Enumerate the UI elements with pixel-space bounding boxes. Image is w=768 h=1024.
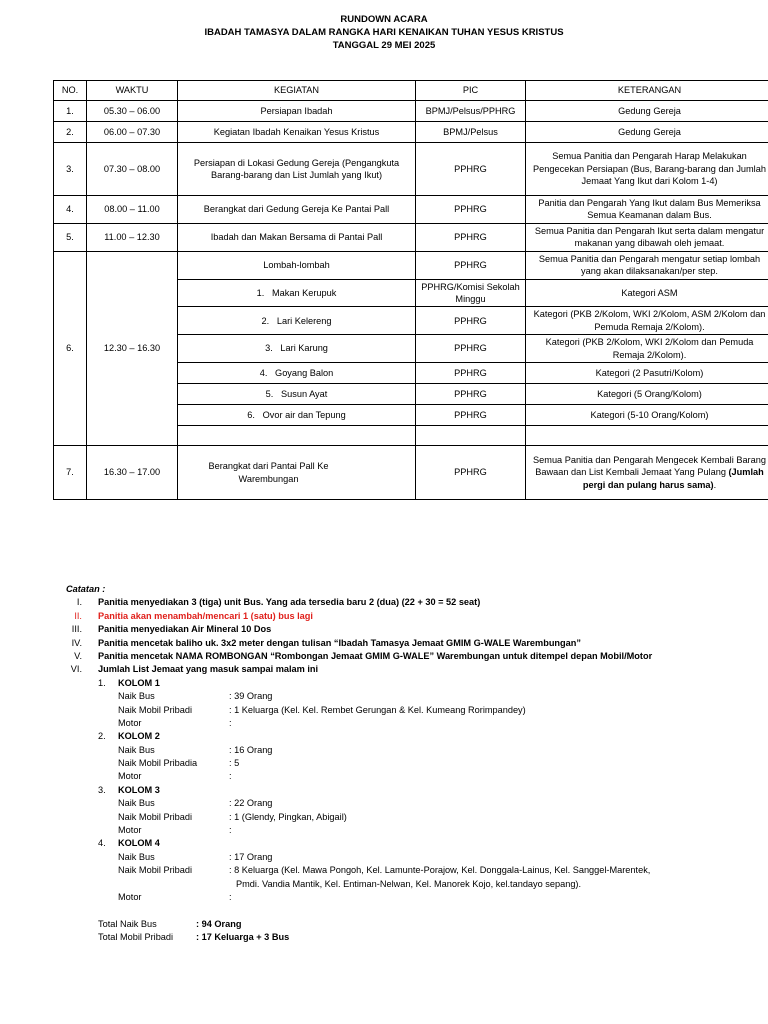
cell-keterangan: Panitia dan Pengarah Yang Ikut dalam Bus Memeriksa Semua Keamanan dalam Bus. bbox=[526, 196, 768, 224]
cell-waktu: 06.00 – 07.30 bbox=[87, 122, 178, 143]
ket-bold-text: (Jumlah pergi dan pulang harus sama) bbox=[582, 467, 764, 490]
notes-section bbox=[66, 583, 756, 945]
lomba-title: Lombah-lombah bbox=[178, 251, 416, 279]
cell-no: 3. bbox=[54, 143, 87, 196]
table-row bbox=[54, 122, 768, 143]
header-no: NO. bbox=[54, 81, 87, 101]
cell-waktu: 11.00 – 12.30 bbox=[87, 223, 178, 251]
title-line-1: RUNDOWN ACARA bbox=[340, 14, 428, 25]
cell-keterangan bbox=[526, 446, 768, 500]
cell-waktu: 16.30 – 17.00 bbox=[87, 446, 178, 500]
table-row bbox=[54, 101, 768, 122]
header-kegiatan: KEGIATAN bbox=[178, 81, 416, 101]
kolom-motor: Motor : bbox=[118, 825, 232, 836]
cell-pic: PPHRG bbox=[416, 307, 526, 335]
cell-kegiatan: Berangkat dari Pantai Pall Ke Warembungan bbox=[178, 446, 416, 500]
lomba-item: 4. Goyang Balon bbox=[178, 363, 416, 384]
cell-kegiatan: Persiapan Ibadah bbox=[178, 101, 416, 122]
cell-pic: PPHRG bbox=[416, 251, 526, 279]
lomba-item: 5. Susun Ayat bbox=[178, 384, 416, 405]
kolom-mobil: Naik Mobil Pribadia : 5 bbox=[118, 758, 240, 769]
note-item: I. Panitia menyediakan 3 (tiga) unit Bus. Yang ada tersedia baru 2 (dua) (22 + 30 = 52 seat) bbox=[76, 597, 481, 608]
cell-no: 6. bbox=[54, 251, 87, 445]
kolom-mobil: Naik Mobil Pribadi : 1 Keluarga (Kel. Kel. Rembet Gerungan & Kel. Kumeang Rorimpandey) bbox=[118, 704, 526, 715]
table-row bbox=[54, 196, 768, 224]
cell-pic: BPMJ/Pelsus/PPHRG bbox=[416, 101, 526, 122]
table-header-row bbox=[54, 81, 768, 101]
header-waktu: WAKTU bbox=[87, 81, 178, 101]
kolom-motor: Motor : bbox=[118, 891, 232, 902]
cell-kegiatan: Ibadah dan Makan Bersama di Pantai Pall bbox=[178, 223, 416, 251]
kolom-mobil: Naik Mobil Pribadi : 1 (Glendy, Pingkan, Abigail) bbox=[118, 811, 347, 822]
table-row bbox=[54, 143, 768, 196]
kolom-title: 4. KOLOM 4 bbox=[98, 838, 160, 849]
table-row bbox=[54, 223, 768, 251]
cell-pic: PPHRG bbox=[416, 405, 526, 426]
cell-keterangan: Kategori (5 Orang/Kolom) bbox=[526, 384, 768, 405]
cell-kegiatan: Persiapan di Lokasi Gedung Gereja (Pengangkuta Barang-barang dan List Jumlah yang Ikut) bbox=[178, 143, 416, 196]
cell-pic: PPHRG bbox=[416, 363, 526, 384]
empty-cell bbox=[178, 426, 416, 446]
cell-keterangan: Kategori ASM bbox=[526, 279, 768, 307]
empty-cell bbox=[416, 426, 526, 446]
kolom-title: 1. KOLOM 1 bbox=[98, 677, 160, 688]
note-item: III. Panitia menyediakan Air Mineral 10 Dos bbox=[71, 624, 272, 635]
kolom-mobil: Naik Mobil Pribadi : 8 Keluarga (Kel. Mawa Pongoh, Kel. Lamunte-Porajow, Kel. Donggala-Lainus, Kel. Sanggel-Marentek, bbox=[118, 865, 651, 876]
cell-pic: BPMJ/Pelsus bbox=[416, 122, 526, 143]
ket-end: . bbox=[713, 479, 717, 490]
cell-keterangan: Semua Panitia dan Pengarah Ikut serta dalam mengatur makanan yang dibawah oleh jemaat. bbox=[526, 223, 768, 251]
cell-pic: PPHRG bbox=[416, 335, 526, 363]
cell-kegiatan: Berangkat dari Gedung Gereja Ke Pantai Pall bbox=[178, 196, 416, 224]
kolom-mobil-cont: Pmdi. Vandia Mantik, Kel. Entiman-Nelwan, Kel. Manorek Kojo, kel.tandayo sepang). bbox=[236, 878, 582, 889]
notes-title: Catatan : bbox=[66, 584, 106, 594]
lomba-item: 1. Makan Kerupuk bbox=[178, 279, 416, 307]
header-keterangan: KETERANGAN bbox=[526, 81, 768, 101]
cell-pic: PPHRG/Komisi Sekolah Minggu bbox=[416, 279, 526, 307]
note-item: VI. Jumlah List Jemaat yang masuk sampai malam ini bbox=[70, 664, 319, 675]
cell-keterangan: Kategori (PKB 2/Kolom, WKI 2/Kolom, ASM 2/Kolom dan Pemuda Remaja 2/Kolom). bbox=[526, 307, 768, 335]
cell-no: 7. bbox=[54, 446, 87, 500]
empty-cell bbox=[526, 426, 768, 446]
cell-no: 1. bbox=[54, 101, 87, 122]
kolom-motor: Motor : bbox=[118, 771, 232, 782]
cell-keterangan: Gedung Gereja bbox=[526, 101, 768, 122]
kolom-motor: Motor : bbox=[118, 717, 232, 728]
cell-waktu: 07.30 – 08.00 bbox=[87, 143, 178, 196]
kolom-bus: Naik Bus : 17 Orang bbox=[118, 851, 273, 862]
cell-no: 4. bbox=[54, 196, 87, 224]
cell-keterangan: Semua Panitia dan Pengarah mengatur setiap lombah yang akan dilaksanakan/per step. bbox=[526, 251, 768, 279]
cell-pic: PPHRG bbox=[416, 384, 526, 405]
cell-waktu: 05.30 – 06.00 bbox=[87, 101, 178, 122]
table-row bbox=[54, 251, 768, 279]
kolom-bus: Naik Bus : 16 Orang bbox=[118, 744, 273, 755]
kolom-title: 2. KOLOM 2 bbox=[98, 731, 160, 742]
total-mobil: Total Mobil Pribadi : 17 Keluarga + 3 Bus bbox=[98, 932, 290, 943]
note-item: IV. Panitia mencetak baliho uk. 3x2 meter dengan tulisan “Ibadah Tamasya Jemaat GMIM G-WALE Warembungan” bbox=[71, 637, 581, 648]
cell-kegiatan: Kegiatan Ibadah Kenaikan Yesus Kristus bbox=[178, 122, 416, 143]
cell-pic: PPHRG bbox=[416, 143, 526, 196]
cell-keterangan: Gedung Gereja bbox=[526, 122, 768, 143]
kolom-bus: Naik Bus : 22 Orang bbox=[118, 798, 273, 809]
header-pic: PIC bbox=[416, 81, 526, 101]
title-line-2: IBADAH TAMASYA DALAM RANGKA HARI KENAIKAN TUHAN YESUS KRISTUS bbox=[204, 27, 564, 38]
cell-no: 2. bbox=[54, 122, 87, 143]
ket-text: Semua Panitia dan Pengarah Mengecek Kembali Barang Bawaan dan List Kembali Jemaat Yang Pulang bbox=[533, 454, 766, 478]
cell-keterangan: Kategori (PKB 2/Kolom, WKI 2/Kolom dan Pemuda Remaja 2/Kolom). bbox=[526, 335, 768, 363]
cell-pic: PPHRG bbox=[416, 446, 526, 500]
cell-keterangan: Kategori (2 Pasutri/Kolom) bbox=[526, 363, 768, 384]
kolom-bus: Naik Bus : 39 Orang bbox=[118, 691, 273, 702]
cell-pic: PPHRG bbox=[416, 223, 526, 251]
kolom-title: 3. KOLOM 3 bbox=[98, 784, 160, 795]
lomba-item: 3. Lari Karung bbox=[178, 335, 416, 363]
cell-keterangan: Semua Panitia dan Pengarah Harap Melakukan Pengecekan Persiapan (Bus, Barang-barang dan Jumlah Jemaat Yang Ikut dari Kolom 1-4) bbox=[526, 143, 768, 196]
cell-waktu: 08.00 – 11.00 bbox=[87, 196, 178, 224]
lomba-item: 6. Ovor air dan Tepung bbox=[178, 405, 416, 426]
rundown-table bbox=[53, 80, 768, 500]
cell-pic: PPHRG bbox=[416, 196, 526, 224]
table-row bbox=[54, 446, 768, 500]
lomba-item: 2. Lari Kelereng bbox=[178, 307, 416, 335]
total-bus: Total Naik Bus : 94 Orang bbox=[98, 918, 242, 929]
cell-waktu: 12.30 – 16.30 bbox=[87, 251, 178, 445]
cell-keterangan: Kategori (5-10 Orang/Kolom) bbox=[526, 405, 768, 426]
note-item: V. Panitia mencetak NAMA ROMBONGAN “Rombongan Jemaat GMIM G-WALE” Warembungan untuk ditempel depan Mobil/Motor bbox=[74, 650, 653, 661]
title-line-3: TANGGAL 29 MEI 2025 bbox=[332, 40, 436, 51]
cell-no: 5. bbox=[54, 223, 87, 251]
note-item-red: II. Panitia akan menambah/mencari 1 (satu) bus lagi bbox=[74, 610, 313, 621]
